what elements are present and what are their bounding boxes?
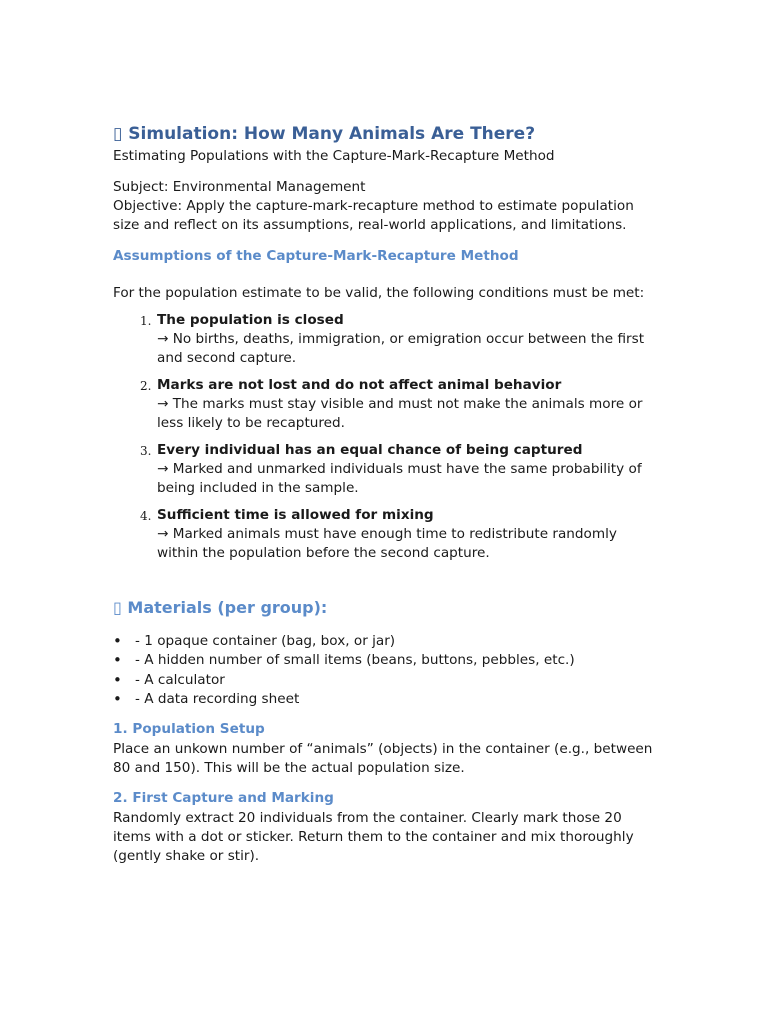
assumption-detail: → Marked and unmarked individuals must have the same probability of being included in the sample.: [157, 461, 642, 496]
assumption-item: [113, 506, 658, 563]
materials-heading: [113, 597, 658, 619]
assumption-number: 2.: [140, 379, 152, 393]
assumption-detail: → No births, deaths, immigration, or emigration occur between the first and second capture.: [157, 331, 645, 366]
assumption-title: Every individual has an equal chance of being captured: [157, 442, 583, 458]
materials-item-text: - A hidden number of small items (beans, buttons, pebbles, etc.): [135, 652, 575, 669]
bullet-icon: •: [113, 689, 122, 708]
materials-item: [113, 651, 658, 670]
assumption-number: 1.: [140, 314, 152, 328]
assumption-detail: → Marked animals must have enough time to redistribute randomly within the population before the second capture.: [157, 526, 617, 561]
materials-item-text: - A data recording sheet: [135, 690, 300, 707]
assumption-number: 4.: [140, 509, 152, 523]
materials-item-text: - A calculator: [135, 671, 225, 688]
document-page: [113, 122, 658, 866]
assumption-item: [113, 311, 658, 368]
assumption-title: The population is closed: [157, 312, 344, 328]
assumption-title: Sufficient time is allowed for mixing: [157, 507, 434, 523]
step-body-first-capture: Randomly extract 20 individuals from the container. Clearly mark those 20 items with a dot or sticker. Return them to the container and mix thoroughly (gently shake or stir).: [113, 810, 634, 865]
bullet-icon: •: [113, 632, 122, 651]
title-text: Simulation: How Many Animals Are There?: [128, 124, 536, 144]
materials-emoji-icon: ▯: [113, 598, 122, 617]
materials-item: [113, 671, 658, 690]
assumption-item: [113, 441, 658, 498]
step-body-population-setup: Place an unkown number of “animals” (objects) in the container (e.g., between 80 and 150). This will be the actual population size.: [113, 741, 653, 777]
assumption-title: Marks are not lost and do not affect animal behavior: [157, 377, 562, 393]
bullet-icon: •: [113, 670, 122, 689]
assumption-item: [113, 376, 658, 433]
bullet-icon: •: [113, 651, 122, 670]
materials-item: [113, 632, 658, 651]
materials-heading-text: Materials (per group):: [127, 598, 328, 617]
assumptions-list: [113, 311, 658, 563]
step-heading-population-setup: 1. Population Setup: [113, 721, 265, 738]
title-emoji-icon: ▯: [113, 124, 123, 144]
page-subtitle: Estimating Populations with the Capture-Mark-Recapture Method: [113, 148, 555, 164]
materials-list: [113, 632, 658, 709]
assumptions-intro: For the population estimate to be valid, the following conditions must be met:: [113, 285, 645, 301]
objective-line: Objective: Apply the capture-mark-recapture method to estimate population size and reflect on its assumptions, real-world applications, and limitations.: [113, 198, 634, 233]
materials-item: [113, 690, 658, 709]
step-heading-first-capture: 2. First Capture and Marking: [113, 790, 334, 807]
assumptions-heading: Assumptions of the Capture-Mark-Recapture Method: [113, 248, 519, 264]
assumption-detail: → The marks must stay visible and must not make the animals more or less likely to be recaptured.: [157, 396, 643, 431]
page-title: [113, 122, 658, 146]
assumption-number: 3.: [140, 444, 152, 458]
subject-line: Subject: Environmental Management: [113, 179, 366, 195]
materials-item-text: - 1 opaque container (bag, box, or jar): [135, 633, 396, 650]
